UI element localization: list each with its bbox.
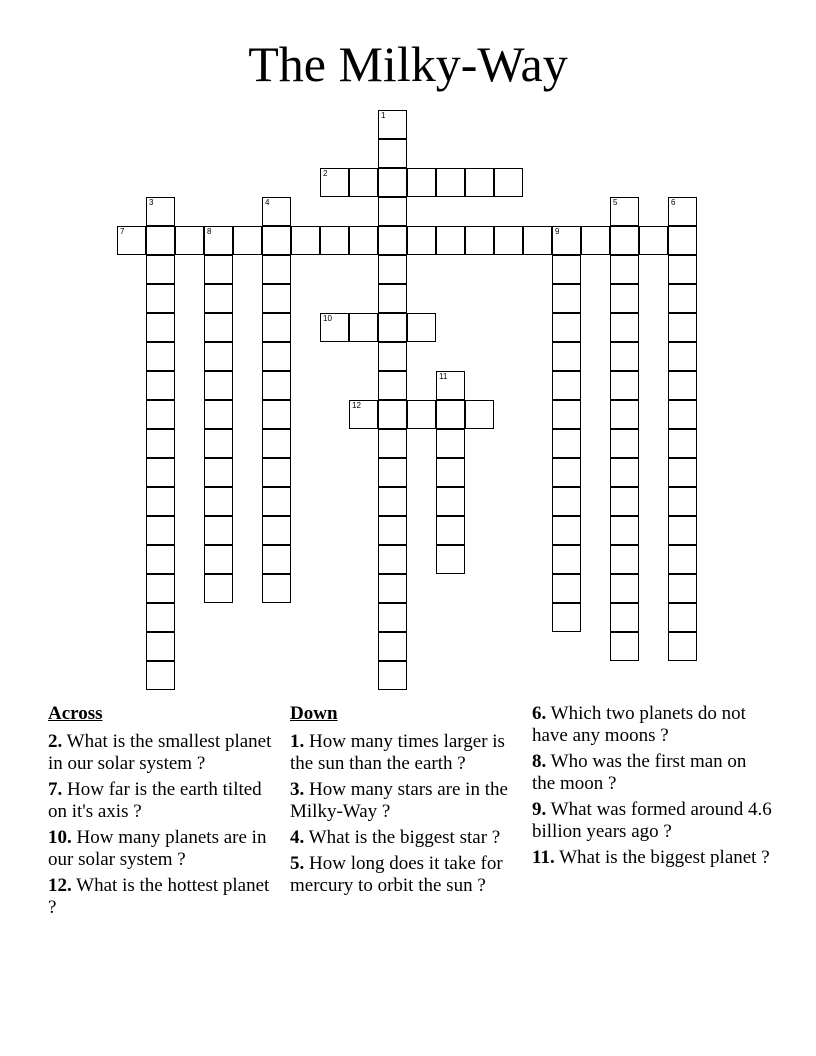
- clue-number: 12: [352, 401, 361, 410]
- grid-cell[interactable]: [668, 197, 697, 226]
- grid-cell[interactable]: [610, 313, 639, 342]
- grid-cell[interactable]: [291, 226, 320, 255]
- grid-cell[interactable]: [610, 400, 639, 429]
- grid-cell[interactable]: [262, 487, 291, 516]
- clue-across-2: 2. What is the smallest planet in our solar system ?: [48, 731, 272, 774]
- grid-cell[interactable]: [146, 603, 175, 632]
- grid-cell[interactable]: [552, 545, 581, 574]
- grid-cell[interactable]: [204, 255, 233, 284]
- grid-cell[interactable]: [146, 371, 175, 400]
- grid-cell[interactable]: [146, 574, 175, 603]
- grid-cell[interactable]: [378, 516, 407, 545]
- grid-cell[interactable]: [465, 400, 494, 429]
- grid-cell[interactable]: [378, 255, 407, 284]
- grid-cell[interactable]: [146, 226, 175, 255]
- clue-across-10: 10. How many planets are in our solar system ?: [48, 827, 267, 870]
- down-clues: [290, 703, 522, 901]
- clue-number: 2: [323, 169, 328, 178]
- clue-number: 3: [149, 198, 154, 207]
- grid-cell[interactable]: [436, 516, 465, 545]
- grid-cell[interactable]: [552, 400, 581, 429]
- grid-cell[interactable]: [668, 400, 697, 429]
- grid-cell[interactable]: [204, 487, 233, 516]
- grid-cell[interactable]: [407, 313, 436, 342]
- grid-cell[interactable]: [378, 226, 407, 255]
- grid-cell[interactable]: [610, 632, 639, 661]
- grid-cell[interactable]: [552, 226, 581, 255]
- across-heading: Across: [48, 703, 103, 724]
- grid-cell[interactable]: [610, 458, 639, 487]
- grid-cell[interactable]: [146, 661, 175, 690]
- clue-number: 5: [613, 198, 618, 207]
- grid-cell[interactable]: [552, 255, 581, 284]
- grid-cell[interactable]: [146, 400, 175, 429]
- grid-cell[interactable]: [436, 168, 465, 197]
- grid-cell[interactable]: [349, 313, 378, 342]
- grid-cell[interactable]: [668, 371, 697, 400]
- grid-cell[interactable]: [146, 342, 175, 371]
- puzzle-title: The Milky-Way: [248, 36, 568, 92]
- grid-cell[interactable]: [378, 284, 407, 313]
- grid-cell[interactable]: [378, 574, 407, 603]
- grid-cell[interactable]: [320, 226, 349, 255]
- grid-cell[interactable]: [262, 284, 291, 313]
- grid-cell[interactable]: [262, 400, 291, 429]
- grid-cell[interactable]: [668, 632, 697, 661]
- clue-number: 7: [120, 227, 125, 236]
- clue-number: 8: [207, 227, 212, 236]
- grid-cell[interactable]: [552, 574, 581, 603]
- grid-cell[interactable]: [610, 603, 639, 632]
- grid-cell[interactable]: [146, 516, 175, 545]
- grid-cell[interactable]: [262, 313, 291, 342]
- grid-cell[interactable]: [668, 516, 697, 545]
- grid-cell[interactable]: [378, 168, 407, 197]
- grid-cell[interactable]: [552, 429, 581, 458]
- grid-cell[interactable]: [378, 429, 407, 458]
- grid-cell[interactable]: [204, 400, 233, 429]
- grid-cell[interactable]: [552, 516, 581, 545]
- clue-down-1: 1. How many times larger is the sun than the earth ?: [290, 731, 505, 774]
- grid-cell[interactable]: [204, 574, 233, 603]
- grid-cell[interactable]: [610, 545, 639, 574]
- grid-cell[interactable]: [349, 226, 378, 255]
- clue-across-12: 12. What is the hottest planet ?: [48, 875, 270, 918]
- grid-cell[interactable]: [581, 226, 610, 255]
- grid-cell[interactable]: [668, 284, 697, 313]
- grid-cell[interactable]: [436, 371, 465, 400]
- grid-cell[interactable]: [668, 458, 697, 487]
- grid-cell[interactable]: [378, 603, 407, 632]
- grid-cell[interactable]: [262, 516, 291, 545]
- grid-cell[interactable]: [407, 226, 436, 255]
- grid-cell[interactable]: [523, 226, 552, 255]
- grid-cell[interactable]: [262, 226, 291, 255]
- grid-cell[interactable]: [262, 574, 291, 603]
- grid-cell[interactable]: [262, 429, 291, 458]
- grid-cell[interactable]: [204, 342, 233, 371]
- grid-cell[interactable]: [436, 545, 465, 574]
- grid-cell[interactable]: [204, 313, 233, 342]
- grid-cell[interactable]: [378, 110, 407, 139]
- grid-cell[interactable]: [552, 487, 581, 516]
- grid-cell[interactable]: [610, 197, 639, 226]
- clue-down-3: 3. How many stars are in the Milky-Way ?: [290, 779, 508, 822]
- grid-cell[interactable]: [320, 313, 349, 342]
- grid-cell[interactable]: [610, 255, 639, 284]
- clue-down-11: 11. What is the biggest planet ?: [532, 847, 770, 868]
- grid-cell[interactable]: [668, 342, 697, 371]
- grid-cell[interactable]: [610, 284, 639, 313]
- grid-cell[interactable]: [146, 632, 175, 661]
- grid-cell[interactable]: [436, 400, 465, 429]
- clue-down-9: 9. What was formed around 4.6 billion years ago ?: [532, 799, 772, 842]
- grid-cell[interactable]: [146, 429, 175, 458]
- grid-cell[interactable]: [233, 226, 262, 255]
- grid-cell[interactable]: [668, 487, 697, 516]
- grid-cell[interactable]: [668, 226, 697, 255]
- grid-cell[interactable]: [262, 255, 291, 284]
- grid-cell[interactable]: [668, 429, 697, 458]
- grid-cell[interactable]: [668, 545, 697, 574]
- clue-across-7: 7. How far is the earth tilted on it's axis ?: [48, 779, 262, 822]
- grid-cell[interactable]: [204, 545, 233, 574]
- grid-cell[interactable]: [378, 313, 407, 342]
- grid-cell[interactable]: [552, 603, 581, 632]
- clue-down-6: 6. Which two planets do not have any moons ?: [532, 703, 746, 746]
- grid-cell[interactable]: [204, 458, 233, 487]
- grid-cell[interactable]: [407, 400, 436, 429]
- grid-cell[interactable]: [204, 516, 233, 545]
- grid-cell[interactable]: [436, 458, 465, 487]
- grid-cell[interactable]: [117, 226, 146, 255]
- grid-cell[interactable]: [146, 284, 175, 313]
- grid-cell[interactable]: [668, 313, 697, 342]
- grid-cell[interactable]: [552, 342, 581, 371]
- grid-cell[interactable]: [204, 429, 233, 458]
- grid-cell[interactable]: [494, 226, 523, 255]
- grid-cell[interactable]: [436, 429, 465, 458]
- clue-down-8: 8. Who was the first man on the moon ?: [532, 751, 747, 794]
- grid-cell[interactable]: [552, 284, 581, 313]
- grid-cell[interactable]: [465, 226, 494, 255]
- grid-cell[interactable]: [610, 516, 639, 545]
- grid-cell[interactable]: [262, 458, 291, 487]
- grid-cell[interactable]: [610, 226, 639, 255]
- grid-cell[interactable]: [204, 284, 233, 313]
- grid-cell[interactable]: [436, 487, 465, 516]
- grid-cell[interactable]: [378, 197, 407, 226]
- clue-down-4: 4. What is the biggest star ?: [290, 827, 501, 848]
- grid-cell[interactable]: [262, 197, 291, 226]
- clue-number: 11: [439, 372, 448, 381]
- grid-cell[interactable]: [320, 168, 349, 197]
- down-clues-continued: [532, 703, 772, 873]
- grid-cell[interactable]: [378, 545, 407, 574]
- grid-cell[interactable]: [436, 226, 465, 255]
- grid-cell[interactable]: [262, 342, 291, 371]
- grid-cell[interactable]: [610, 574, 639, 603]
- grid-cell[interactable]: [146, 197, 175, 226]
- clue-number: 10: [323, 314, 332, 323]
- clue-number: 4: [265, 198, 270, 207]
- grid-cell[interactable]: [552, 313, 581, 342]
- grid-cell[interactable]: [146, 255, 175, 284]
- grid-cell[interactable]: [610, 342, 639, 371]
- clue-down-5: 5. How long does it take for mercury to orbit the sun ?: [290, 853, 503, 896]
- grid-cell[interactable]: [262, 545, 291, 574]
- grid-cell[interactable]: [668, 574, 697, 603]
- grid-cell[interactable]: [146, 313, 175, 342]
- grid-cell[interactable]: [668, 603, 697, 632]
- grid-cell[interactable]: [175, 226, 204, 255]
- grid-cell[interactable]: [204, 226, 233, 255]
- clue-number: 1: [381, 111, 386, 120]
- grid-cell[interactable]: [378, 661, 407, 690]
- grid-cell[interactable]: [639, 226, 668, 255]
- grid-cell[interactable]: [407, 168, 436, 197]
- grid-cell[interactable]: [610, 487, 639, 516]
- grid-cell[interactable]: [494, 168, 523, 197]
- grid-cell[interactable]: [378, 632, 407, 661]
- grid-cell[interactable]: [610, 371, 639, 400]
- grid-cell[interactable]: [146, 487, 175, 516]
- grid-cell[interactable]: [552, 371, 581, 400]
- clue-number: 6: [671, 198, 676, 207]
- grid-cell[interactable]: [378, 371, 407, 400]
- grid-cell[interactable]: [668, 255, 697, 284]
- clue-number: 9: [555, 227, 560, 236]
- grid-cell[interactable]: [349, 168, 378, 197]
- down-heading: Down: [290, 703, 338, 724]
- grid-cell[interactable]: [378, 487, 407, 516]
- grid-cell[interactable]: [610, 429, 639, 458]
- across-clues: [48, 703, 280, 923]
- grid-cell[interactable]: [262, 371, 291, 400]
- grid-cell[interactable]: [378, 342, 407, 371]
- grid-cell[interactable]: [465, 168, 494, 197]
- grid-cell[interactable]: [378, 139, 407, 168]
- grid-cell[interactable]: [146, 458, 175, 487]
- grid-cell[interactable]: [378, 400, 407, 429]
- grid-cell[interactable]: [146, 545, 175, 574]
- grid-cell[interactable]: [204, 371, 233, 400]
- grid-cell[interactable]: [378, 458, 407, 487]
- grid-cell[interactable]: [349, 400, 378, 429]
- grid-cell[interactable]: [552, 458, 581, 487]
